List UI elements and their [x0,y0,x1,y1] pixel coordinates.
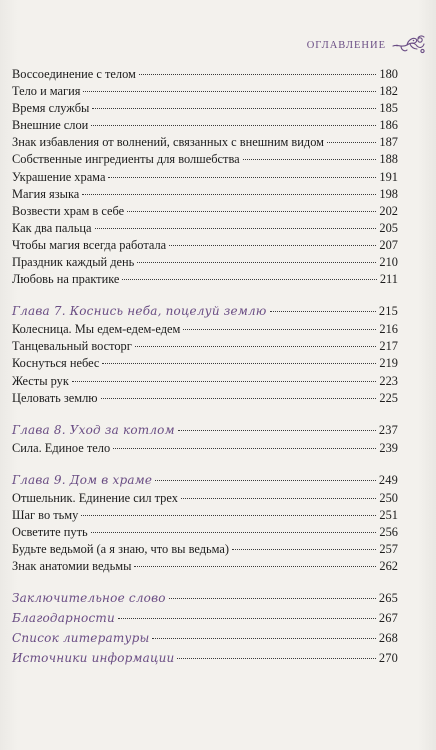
toc-entry-page: 187 [379,135,398,150]
toc-entry[interactable] [12,117,398,134]
dot-leader [118,618,376,619]
dot-leader [122,279,376,280]
dot-leader [81,515,376,516]
toc-back-matter-sources[interactable] [12,650,398,670]
toc-entry-page: 211 [379,272,398,287]
dot-leader [108,177,376,178]
toc-entry-title: Время службы [12,101,90,116]
dot-leader [134,566,376,567]
chapter-title: Глава 9. Дом в храме [12,472,153,487]
toc-entry[interactable] [12,220,398,237]
toc-entry[interactable] [12,134,398,151]
back-matter-title: Список литературы [12,630,150,645]
dot-leader [137,262,376,263]
section-gap [12,407,398,422]
toc-entry-title: Воссоединение с телом [12,67,136,81]
toc-entry-page: 186 [379,118,398,133]
toc-back-matter-afterword[interactable] [12,590,398,610]
toc-entry-page: 205 [379,220,398,235]
dot-leader [169,598,376,599]
section-gap [12,457,398,472]
back-matter-page: 268 [378,630,398,645]
dot-leader [139,74,377,75]
back-matter-page: 270 [378,650,398,665]
toc-entry-title: Сила. Единое тело [12,440,111,455]
dot-leader [183,329,376,330]
toc-chapter-8[interactable] [12,422,398,440]
toc-entry[interactable] [12,100,398,117]
dot-leader [270,311,376,312]
toc-entry-title: Праздник каждый день [12,255,135,270]
dot-leader [232,549,376,550]
toc-entry-page: 217 [379,339,398,354]
toc-entry-title: Возвести храм в себе [12,203,125,218]
dot-leader [181,498,376,499]
toc-entry-page: 182 [379,84,398,99]
toc-entry-page: 239 [379,440,398,455]
dot-leader [177,658,375,659]
toc-entry-title: Целовать землю [12,390,98,405]
toc-entry[interactable] [12,390,398,407]
toc-entry-page: 219 [379,356,398,371]
toc-entry-page: 191 [379,169,398,184]
toc-entry-page: 207 [379,237,398,252]
section-gap [12,575,398,590]
toc-entry[interactable] [12,169,398,186]
dot-leader [91,532,377,533]
chapter-title: Глава 8. Уход за котлом [12,422,175,437]
toc-entry-title: Шаг во тьму [12,507,79,522]
toc-entry[interactable] [12,338,398,355]
toc-entry-title: Как два пальца [12,220,92,235]
toc-entry-page: 198 [379,186,398,201]
dot-leader [127,211,376,212]
dot-leader [101,398,377,399]
dot-leader [72,381,377,382]
toc-entry-title: Колесница. Мы едем-едем-едем [12,322,181,337]
chapter-page: 237 [378,422,398,437]
toc-entry[interactable] [12,237,398,254]
dot-leader [83,91,376,92]
toc-back-matter-acknowledgements[interactable] [12,610,398,630]
running-head [307,32,426,58]
toc-entry[interactable] [12,541,398,558]
toc-entry-page: 225 [379,390,398,405]
floral-flourish-icon [392,34,426,56]
toc-entry-title: Отшельник. Единение сил трех [12,490,178,505]
toc-entry-title: Осветите путь [12,524,88,539]
back-matter-title: Заключительное слово [12,591,166,606]
toc-entry-page: 251 [379,507,398,522]
toc-entry[interactable] [12,66,398,83]
dot-leader [82,194,376,195]
dot-leader [95,228,377,229]
toc-entry-page: 180 [379,67,398,81]
table-of-contents [12,66,398,669]
back-matter-page: 267 [378,611,398,626]
toc-entry-title: Знак избавления от волнений, связанных с внешним видом [12,135,325,150]
chapter-page: 215 [378,304,398,319]
dot-leader [135,346,377,347]
toc-entry[interactable] [12,558,398,575]
back-matter-page: 265 [378,591,398,606]
toc-entry-title: Внешние слои [12,118,89,133]
toc-entry-page: 256 [379,524,398,539]
toc-entry-title: Тело и магия [12,84,81,99]
dot-leader [178,430,376,431]
dot-leader [102,363,376,364]
toc-entry-title: Собственные ингредиенты для волшебства [12,152,240,167]
toc-entry[interactable] [12,203,398,220]
toc-entry[interactable] [12,186,398,203]
dot-leader [92,108,376,109]
dot-leader [152,638,375,639]
back-matter-title: Источники информации [12,650,175,665]
toc-entry-page: 188 [379,152,398,167]
section-gap [12,288,398,303]
toc-entry-title: Чтобы магия всегда работала [12,237,167,252]
toc-entry-title: Знак анатомии ведьмы [12,559,132,574]
toc-entry[interactable] [12,254,398,271]
toc-entry-title: Украшение храма [12,169,106,184]
chapter-title: Глава 7. Коснись неба, поцелуй землю [12,304,267,319]
toc-entry-page: 185 [379,101,398,116]
dot-leader [327,142,376,143]
toc-entry-page: 216 [379,322,398,337]
toc-entry-title: Танцевальный восторг [12,339,132,354]
toc-entry[interactable] [12,355,398,372]
toc-entry-title: Будьте ведьмой (а я знаю, что вы ведьма) [12,542,230,557]
toc-entry-title: Любовь на практике [12,272,120,287]
dot-leader [243,159,377,160]
toc-chapter-9[interactable] [12,472,398,490]
toc-entry[interactable] [12,524,398,541]
dot-leader [113,448,376,449]
dot-leader [155,480,376,481]
back-matter-title: Благодарности [12,611,115,626]
toc-entry[interactable] [12,151,398,168]
toc-back-matter-bibliography[interactable] [12,630,398,650]
toc-entry-title: Магия языка [12,186,80,201]
toc-entry[interactable] [12,271,398,288]
dot-leader [91,125,376,126]
toc-entry[interactable] [12,321,398,338]
toc-entry-page: 223 [379,373,398,388]
toc-entry-page: 262 [379,559,398,574]
toc-entry-title: Жесты рук [12,373,69,388]
toc-entry-title: Коснуться небес [12,356,100,371]
toc-entry[interactable] [12,440,398,457]
toc-entry-page: 250 [379,490,398,505]
toc-entry[interactable] [12,373,398,390]
toc-entry-page: 210 [379,255,398,270]
chapter-page: 249 [378,472,398,487]
toc-entry[interactable] [12,507,398,524]
dot-leader [169,245,376,246]
running-title: ОГЛАВЛЕНИЕ [306,39,386,51]
toc-entry[interactable] [12,490,398,507]
toc-chapter-7[interactable] [12,303,398,321]
toc-entry-page: 257 [379,542,398,557]
toc-entry-page: 202 [379,203,398,218]
toc-entry[interactable] [12,83,398,100]
